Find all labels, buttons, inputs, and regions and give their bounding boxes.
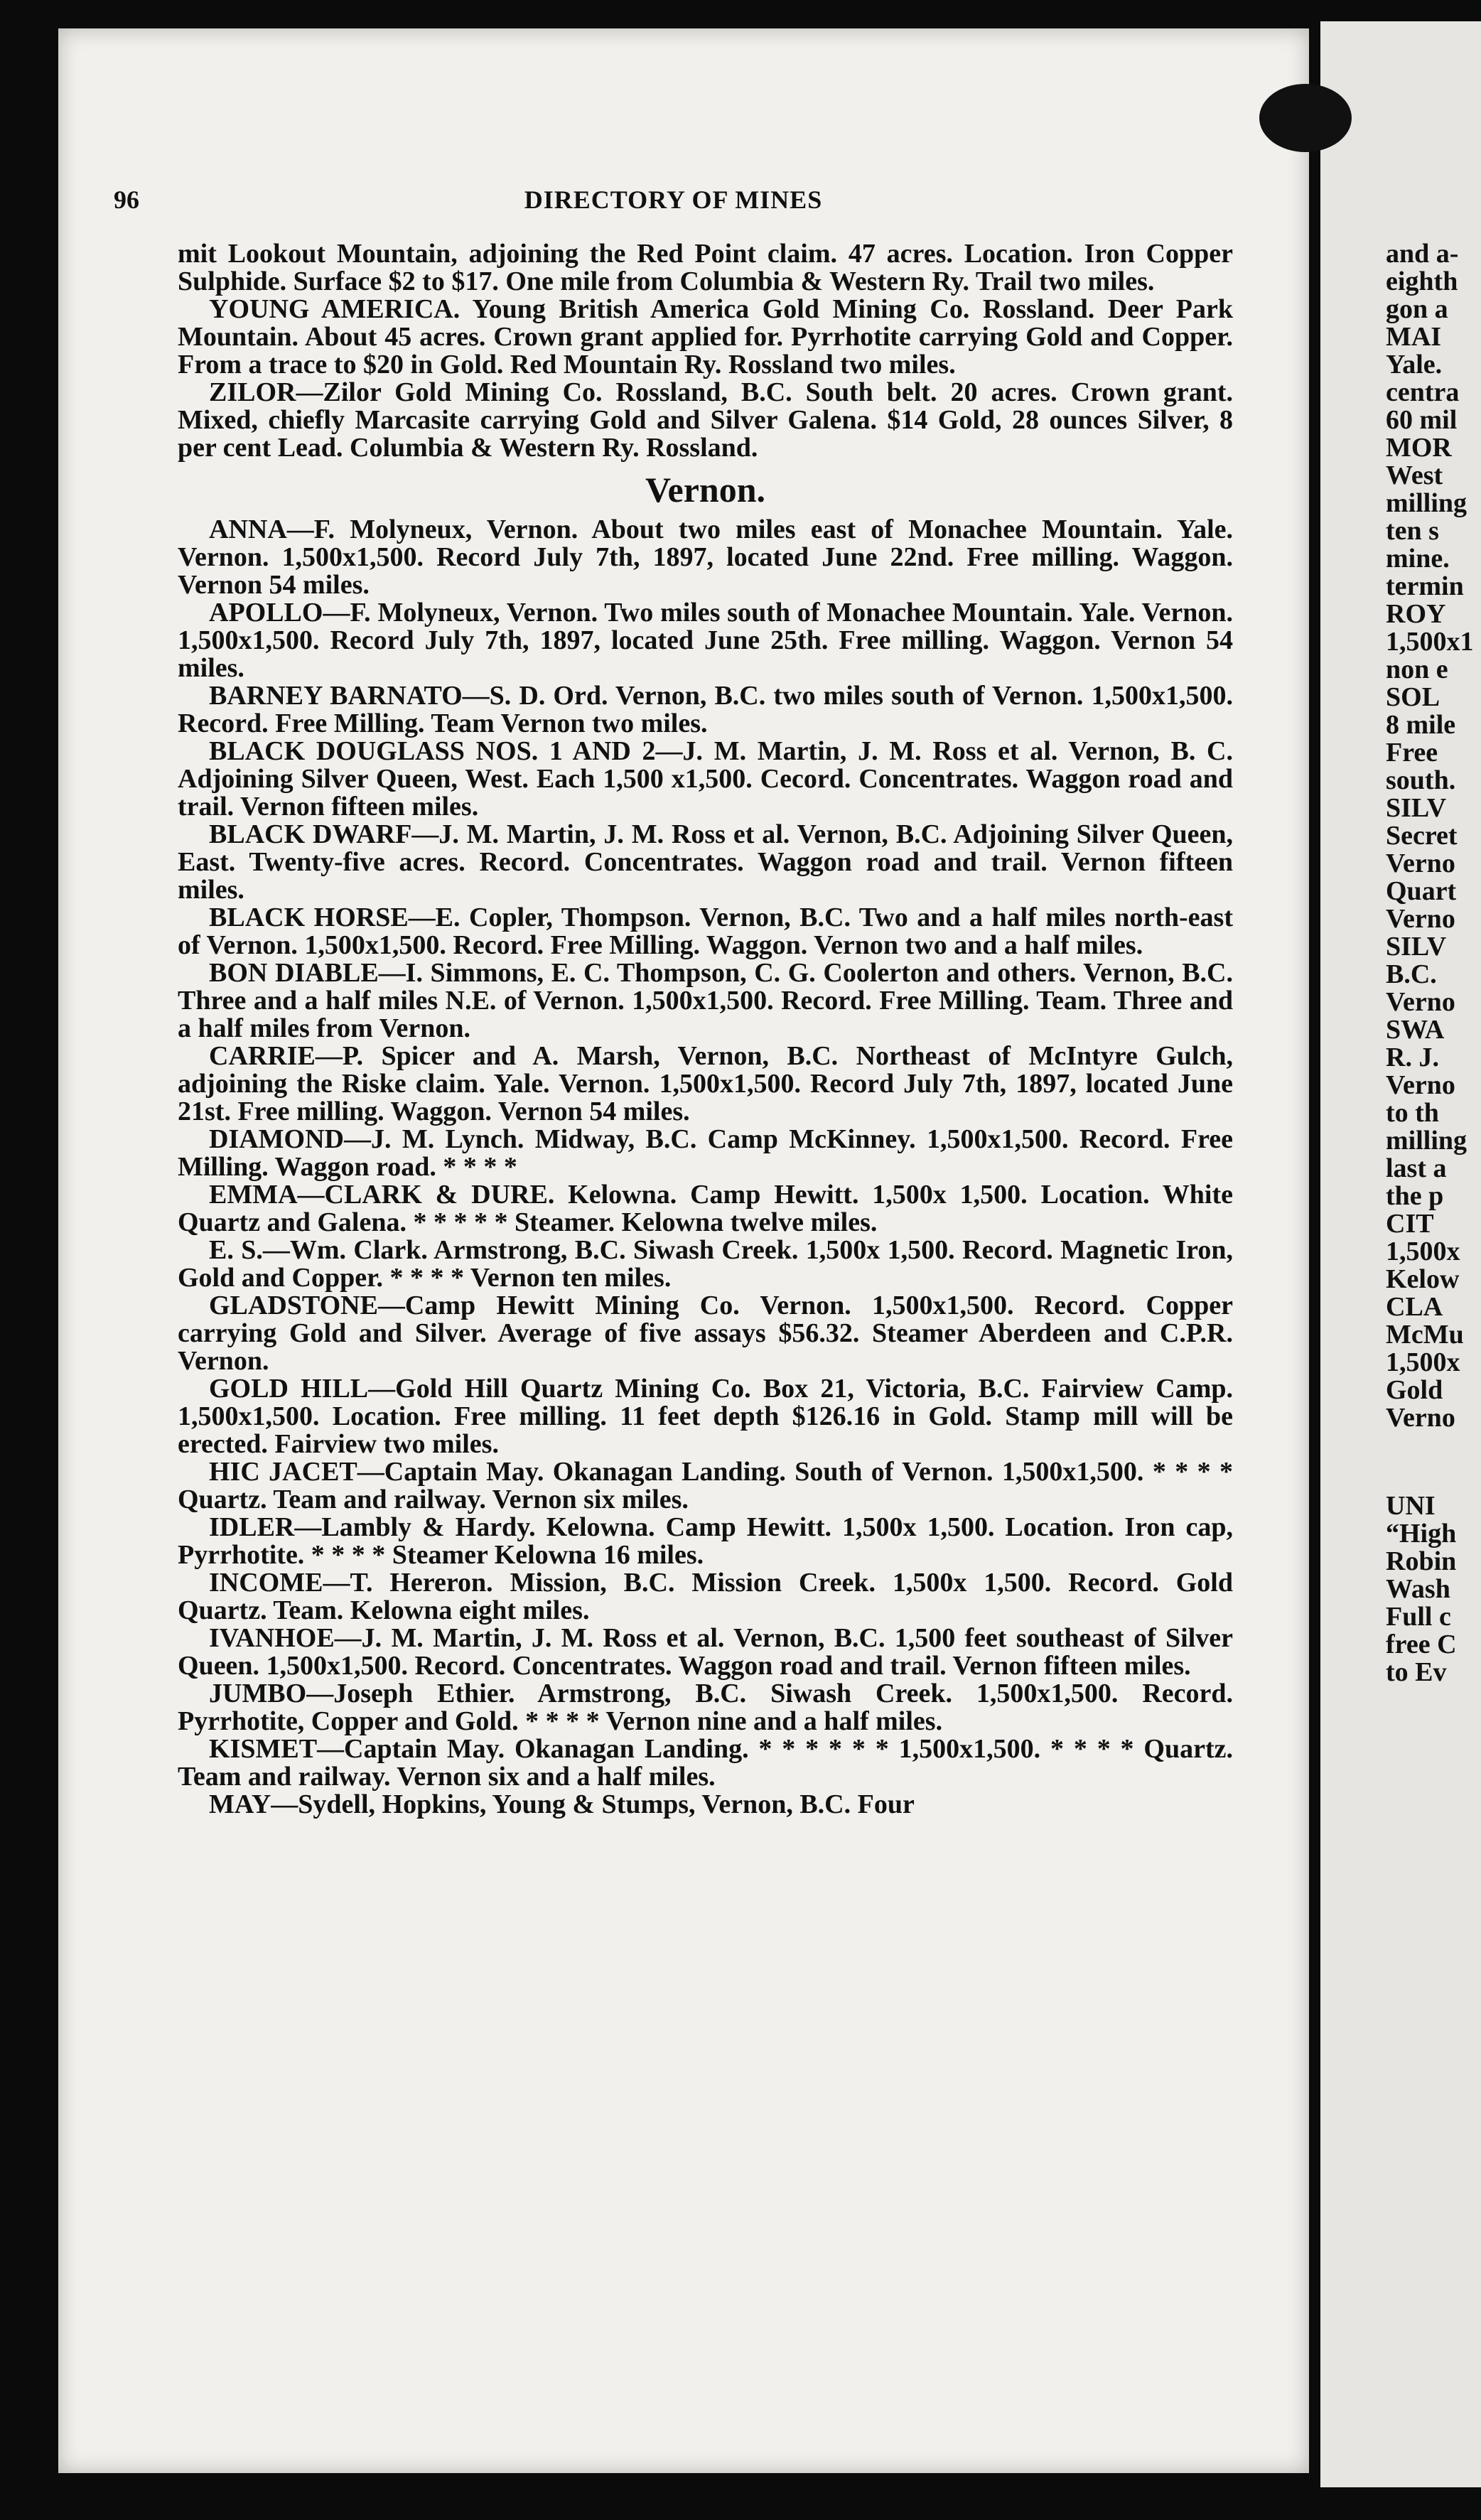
directory-entry: KISMET—Captain May. Okanagan Landing. * * * * * * 1,500x1,500. * * * * Quartz. Team and railway. Vernon six and a half miles. [178,1734,1233,1792]
facing-page-fragment: CLA [1386,1292,1443,1322]
facing-page-fragment: centra [1386,377,1460,407]
facing-page-fragment: the p [1386,1181,1444,1211]
facing-page-fragment: Gold [1386,1375,1443,1405]
directory-entry: EMMA—CLARK & DURE. Kelowna. Camp Hewitt. 1,500x 1,500. Location. White Quartz and Galena. * * * * * Steamer. Kelowna twelve miles. [178,1180,1233,1237]
facing-page-fragment: Secret [1386,821,1458,851]
facing-page-fragment: to Ev [1386,1657,1447,1687]
facing-page-fragment: SOL [1386,682,1440,712]
facing-page-fragment: R. J. [1386,1043,1439,1072]
page-number: 96 [114,185,139,214]
binding-hole [1259,84,1352,152]
facing-page-fragment: MAI [1386,322,1442,352]
directory-entry: IDLER—Lambly & Hardy. Kelowna. Camp Hewitt. 1,500x 1,500. Location. Iron cap, Pyrrhotite. * * * * Steamer Kelowna 16 miles. [178,1512,1233,1570]
directory-entry: JUMBO—Joseph Ethier. Armstrong, B.C. Siwash Creek. 1,500x1,500. Record. Pyrrhotite, Copper and Gold. * * * * Vernon nine and a half miles. [178,1679,1233,1736]
facing-page-fragment: 1,500x [1386,1347,1460,1377]
facing-page-fragment: 1,500x1 [1386,627,1474,657]
facing-page-fragment: UNI [1386,1491,1436,1521]
directory-text [178,240,1233,1819]
facing-page-fragment: 1,500x [1386,1237,1460,1266]
facing-page-text-lower [1386,1492,1481,1686]
directory-entry: GOLD HILL—Gold Hill Quartz Mining Co. Box 21, Victoria, B.C. Fairview Camp. 1,500x1,500. Location. Free milling. 11 feet depth $126.16 in Gold. Stamp mill will be erected. Fairview two miles. [178,1374,1233,1459]
facing-page-fragment: Yale. [1386,350,1443,379]
facing-page-fragment: eighth [1386,266,1458,296]
entries-vernon [178,516,1233,1819]
directory-entry: E. S.—Wm. Clark. Armstrong, B.C. Siwash Creek. 1,500x 1,500. Record. Magnetic Iron, Gold and Copper. * * * * Vernon ten miles. [178,1235,1233,1293]
directory-entry: mit Lookout Mountain, adjoining the Red Point claim. 47 acres. Location. Iron Copper Sulphide. Surface $2 to $17. One mile from Columbia & Western Ry. Trail two miles. [178,239,1233,296]
entries-top [178,240,1233,462]
directory-entry: ZILOR—Zilor Gold Mining Co. Rossland, B.C. South belt. 20 acres. Crown grant. Mixed, chiefly Marcasite carrying Gold and Silver Galena. $14 Gold, 28 ounces Silver, 8 per cent Lead. Columbia & Western Ry. Rossland. [178,377,1233,463]
facing-page-fragment: mine. [1386,544,1450,574]
facing-page-fragment: Wash [1386,1574,1450,1604]
directory-entry: ANNA—F. Molyneux, Vernon. About two miles east of Monachee Mountain. Yale. Vernon. 1,500x1,500. Record July 7th, 1897, located June 22nd. Free milling. Waggon. Vernon 54 miles. [178,515,1233,600]
facing-page-fragment: SWA [1386,1015,1445,1045]
facing-page-fragment: MOR [1386,433,1452,463]
facing-page-fragment: Verno [1386,1403,1455,1433]
facing-page-fragment: last a [1386,1153,1447,1183]
facing-page-fragment: McMu [1386,1320,1464,1350]
facing-page-fragment: Quart [1386,876,1457,906]
directory-entry: GLADSTONE—Camp Hewitt Mining Co. Vernon. 1,500x1,500. Record. Copper carrying Gold and Silver. Average of five assays $56.32. Steamer Aberdeen and C.P.R. Vernon. [178,1291,1233,1376]
facing-page-fragment: Robin [1386,1546,1457,1576]
facing-page-text [1386,240,1481,1432]
facing-page-fragment: Kelow [1386,1264,1460,1294]
facing-page-fragment: CIT [1386,1209,1434,1239]
directory-entry: APOLLO—F. Molyneux, Vernon. Two miles south of Monachee Mountain. Yale. Vernon. 1,500x1,500. Record July 7th, 1897, located June 25th. Free milling. Waggon. Vernon 54 miles. [178,598,1233,683]
facing-page-fragment: to th [1386,1098,1439,1128]
facing-page-fragment: milling [1386,488,1467,518]
facing-page-fragment: non e [1386,655,1448,684]
facing-page-fragment: Verno [1386,1070,1455,1100]
directory-entry: HIC JACET—Captain May. Okanagan Landing. South of Vernon. 1,500x1,500. * * * * Quartz. Team and railway. Vernon six miles. [178,1457,1233,1514]
directory-entry: IVANHOE—J. M. Martin, J. M. Ross et al. Vernon, B.C. 1,500 feet southeast of Silver Queen. 1,500x1,500. Record. Concentrates. Waggon road and trail. Vernon fifteen miles. [178,1623,1233,1681]
directory-entry: BLACK DOUGLASS NOS. 1 AND 2—J. M. Martin, J. M. Ross et al. Vernon, B. C. Adjoining Silver Queen, West. Each 1,500 x1,500. Cecord. Concentrates. Waggon road and trail. Vernon fifteen miles. [178,736,1233,822]
directory-entry: BARNEY BARNATO—S. D. Ord. Vernon, B.C. two miles south of Vernon. 1,500x1,500. Record. Free Milling. Team Vernon two miles. [178,681,1233,738]
facing-page-fragment: 60 mil [1386,405,1458,435]
facing-page-fragment: SILV [1386,932,1447,962]
facing-page-fragment: “High [1386,1519,1457,1549]
directory-entry: INCOME—T. Hereron. Mission, B.C. Mission Creek. 1,500x 1,500. Record. Gold Quartz. Team. Kelowna eight miles. [178,1568,1233,1625]
facing-page-fragment: Verno [1386,987,1455,1017]
page-header [114,185,1233,227]
directory-entry: MAY—Sydell, Hopkins, Young & Stumps, Vernon, B.C. Four [209,1789,915,1819]
facing-page-fragment: Verno [1386,849,1455,878]
facing-page-fragment: milling [1386,1126,1467,1156]
facing-page-fragment: gon a [1386,294,1448,324]
facing-page-fragment: Free [1386,738,1438,768]
directory-entry: BLACK DWARF—J. M. Martin, J. M. Ross et al. Vernon, B.C. Adjoining Silver Queen, East. Twenty-five acres. Record. Concentrates. Waggon road and trail. Vernon fifteen miles. [178,819,1233,905]
facing-page-fragment: West [1386,461,1443,490]
facing-page-fragment: termin [1386,571,1464,601]
facing-page-fragment: 8 mile [1386,710,1456,740]
facing-page-fragment: Full c [1386,1602,1451,1632]
facing-page-fragment: Verno [1386,904,1455,934]
facing-page-fragment: and a- [1386,239,1459,269]
directory-entry: DIAMOND—J. M. Lynch. Midway, B.C. Camp McKinney. 1,500x1,500. Record. Free Milling. Waggon road. * * * * [178,1124,1233,1182]
directory-entry: BON DIABLE—I. Simmons, E. C. Thompson, C. G. Coolerton and others. Vernon, B.C. Three and a half miles N.E. of Vernon. 1,500x1,500. Record. Free Milling. Team. Three and a half miles from Vernon. [178,958,1233,1043]
directory-entry: YOUNG AMERICA. Young British America Gold Mining Co. Rossland. Deer Park Mountain. About 45 acres. Crown grant applied for. Pyrrhotite carrying Gold and Copper. From a trace to $20 in Gold. Red Mountain Ry. Rossland two miles. [178,294,1233,379]
facing-page-fragment: SILV [1386,793,1447,823]
directory-entry: BLACK HORSE—E. Copler, Thompson. Vernon, B.C. Two and a half miles north-east of Vernon. 1,500x1,500. Record. Free Milling. Waggon. Vernon two and a half miles. [178,903,1233,960]
facing-page-fragment: free C [1386,1630,1457,1659]
facing-page-fragment: ROY [1386,599,1446,629]
running-title: DIRECTORY OF MINES [524,185,823,214]
section-heading: Vernon. [645,470,766,510]
facing-page-fragment: south. [1386,765,1456,795]
directory-entry: CARRIE—P. Spicer and A. Marsh, Vernon, B.C. Northeast of McIntyre Gulch, adjoining the Riske claim. Yale. Vernon. 1,500x1,500. Record July 7th, 1897, located June 21st. Free milling. Waggon. Vernon 54 miles. [178,1041,1233,1126]
facing-page-fragment: B.C. [1386,959,1437,989]
facing-page-fragment: ten s [1386,516,1439,546]
